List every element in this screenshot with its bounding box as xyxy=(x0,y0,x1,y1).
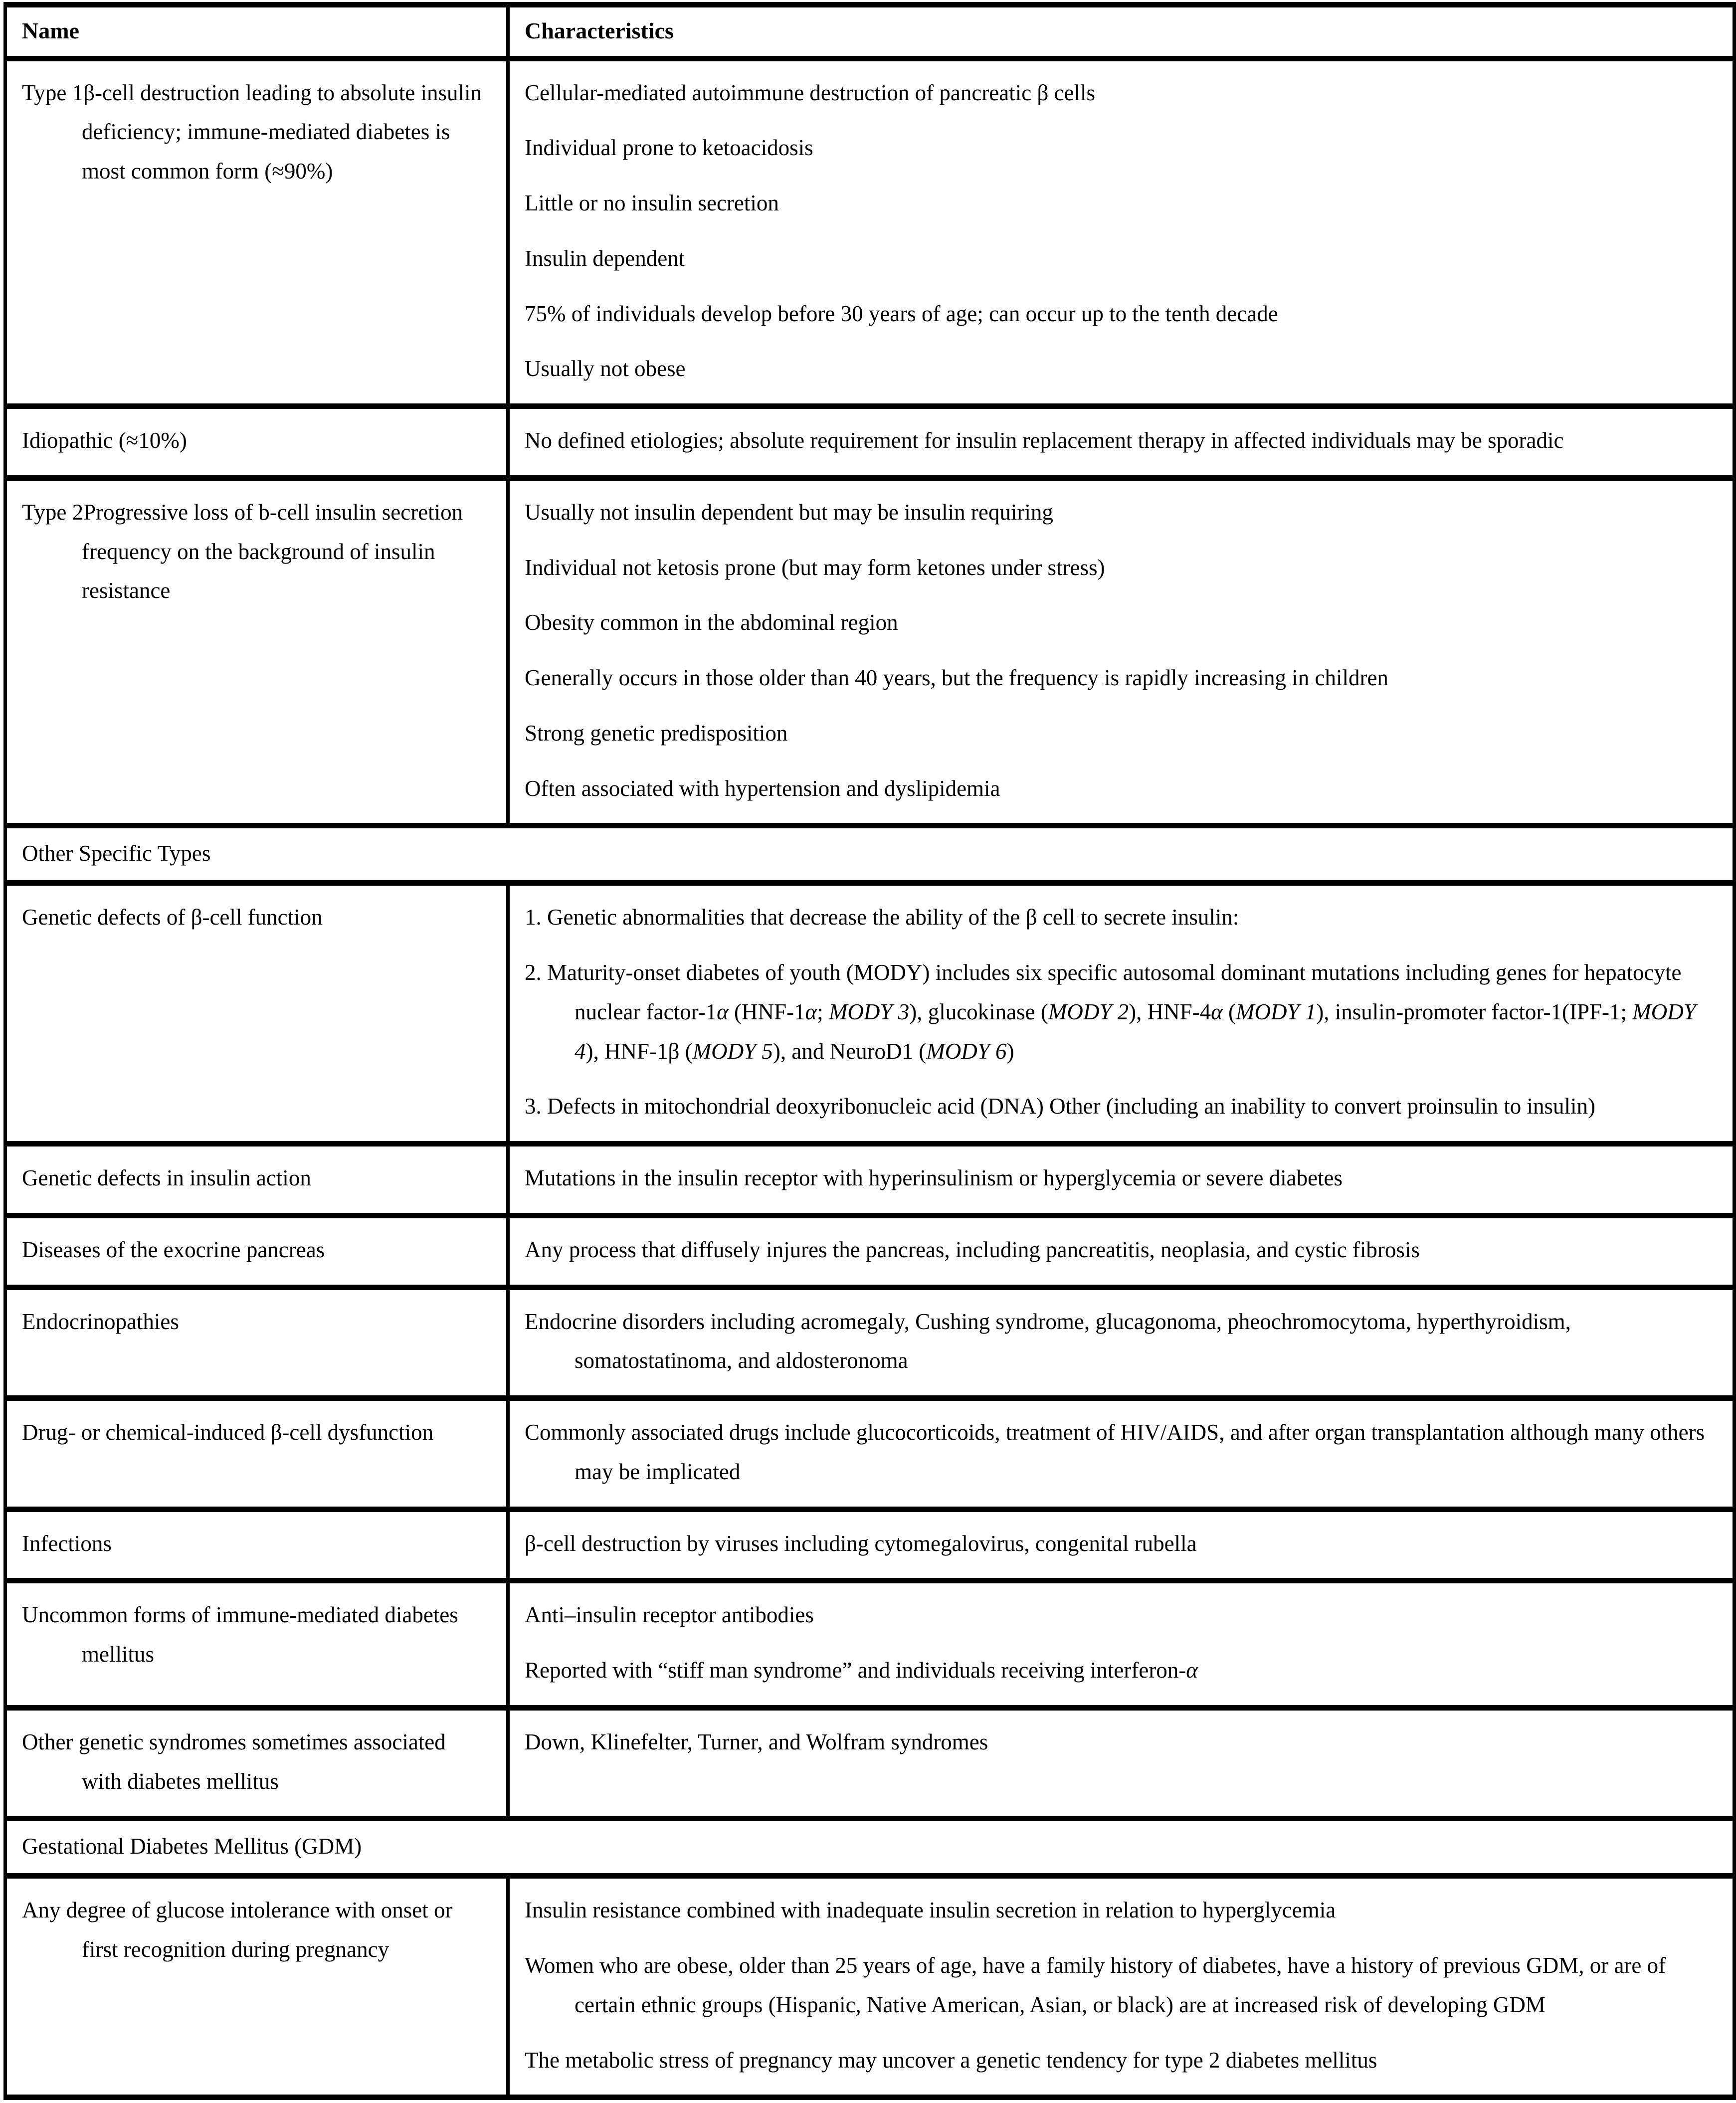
characteristic-paragraph: Obesity common in the abdominal region xyxy=(525,610,898,635)
row-name: Genetic defects in insulin action xyxy=(22,1165,311,1191)
characteristic-paragraph: Anti–insulin receptor antibodies xyxy=(525,1602,814,1628)
row-name: Type 1β-cell destruction leading to absolute insulin deficiency; immune-mediated diabetes is most common form (≈90%) xyxy=(22,80,482,184)
row-name: Genetic defects of β-cell function xyxy=(22,905,323,930)
characteristic-paragraph: Mutations in the insulin receptor with hyperinsulinism or hyperglycemia or severe diabetes xyxy=(525,1165,1343,1191)
row-name: Diseases of the exocrine pancreas xyxy=(22,1237,325,1262)
table-row-infections xyxy=(5,1509,1735,1581)
characteristic-paragraph: β-cell destruction by viruses including cytomegalovirus, congenital rubella xyxy=(525,1530,1197,1556)
characteristics-cell xyxy=(508,1144,1735,1216)
table-row-gdm-detail xyxy=(5,1876,1735,2098)
characteristic-paragraph: Often associated with hypertension and dyslipidemia xyxy=(525,775,1000,801)
section-label: Other Specific Types xyxy=(5,826,1735,883)
row-name: Any degree of glucose intolerance with onset or first recognition during pregnancy xyxy=(22,1898,453,1962)
characteristics-cell xyxy=(508,1509,1735,1581)
characteristics-cell xyxy=(508,1398,1735,1510)
characteristic-paragraph: Down, Klinefelter, Turner, and Wolfram syndromes xyxy=(525,1729,988,1754)
characteristic-paragraph: Generally occurs in those older than 40 years, but the frequency is rapidly increasing in children xyxy=(525,665,1388,691)
characteristic-paragraph: Usually not insulin dependent but may be insulin requiring xyxy=(525,499,1053,525)
characteristics-cell xyxy=(508,1876,1735,2098)
table-row-uncommon-immune xyxy=(5,1581,1735,1708)
characteristic-paragraph: 3. Defects in mitochondrial deoxyribonucleic acid (DNA) Other (including an inability to convert proinsulin to insulin) xyxy=(525,1094,1595,1119)
name-cell xyxy=(5,1287,508,1398)
row-name: Idiopathic (≈10%) xyxy=(22,428,187,453)
row-name: Endocrinopathies xyxy=(22,1309,179,1334)
name-cell xyxy=(5,58,508,406)
characteristic-paragraph: Any process that diffusely injures the pancreas, including pancreatitis, neoplasia, and cystic fibrosis xyxy=(525,1237,1420,1262)
column-header-characteristics: Characteristics xyxy=(508,5,1735,59)
characteristic-paragraph: No defined etiologies; absolute requirement for insulin replacement therapy in affected individuals may be sporadic xyxy=(525,428,1564,453)
row-name: Infections xyxy=(22,1530,112,1556)
diabetes-classification-table xyxy=(3,2,1736,2100)
table-row-drug-induced xyxy=(5,1398,1735,1510)
characteristic-paragraph: Commonly associated drugs include glucocorticoids, treatment of HIV/AIDS, and after organ transplantation although many others may be implicated xyxy=(525,1420,1705,1484)
name-cell xyxy=(5,1708,508,1819)
table-row-exocrine-pancreas xyxy=(5,1215,1735,1287)
name-cell xyxy=(5,1144,508,1216)
header-row xyxy=(5,5,1735,59)
characteristic-paragraph: 2. Maturity-onset diabetes of youth (MODY) includes six specific autosomal dominant mutations including genes for hepatocyte nuclear factor-1α (HNF-1α; MODY 3), glucokinase (MODY 2), HNF-4α (MODY 1), insulin-promoter factor-1(IPF-1; MODY 4), HNF-1β (MODY 5), and NeuroD1 (MODY 6) xyxy=(525,960,1696,1064)
characteristics-cell xyxy=(508,478,1735,826)
characteristics-cell xyxy=(508,1708,1735,1819)
characteristics-cell xyxy=(508,883,1735,1144)
characteristic-paragraph: Little or no insulin secretion xyxy=(525,191,779,216)
characteristic-paragraph: 1. Genetic abnormalities that decrease the ability of the β cell to secrete insulin: xyxy=(525,905,1239,930)
table-row-genetic-insulin-action xyxy=(5,1144,1735,1216)
table-row-genetic-beta-cell xyxy=(5,883,1735,1144)
characteristic-paragraph: Insulin dependent xyxy=(525,245,685,271)
name-cell xyxy=(5,1509,508,1581)
characteristic-paragraph: Usually not obese xyxy=(525,356,686,382)
characteristic-paragraph: Reported with “stiff man syndrome” and individuals receiving interferon-α xyxy=(525,1658,1198,1683)
table-row-type2 xyxy=(5,478,1735,826)
characteristics-cell xyxy=(508,1287,1735,1398)
row-name: Other genetic syndromes sometimes associated with diabetes mellitus xyxy=(22,1729,446,1794)
table-row-idiopathic xyxy=(5,406,1735,478)
characteristic-paragraph: Women who are obese, older than 25 years of age, have a family history of diabetes, have a history of previous GDM, or are of certain ethnic groups (Hispanic, Native American, Asian, or black) are at increased risk of developing GDM xyxy=(525,1953,1666,2017)
characteristic-paragraph: Insulin resistance combined with inadequate insulin secretion in relation to hyperglycemia xyxy=(525,1898,1336,1923)
characteristic-paragraph: Strong genetic predisposition xyxy=(525,720,788,746)
name-cell xyxy=(5,478,508,826)
table-row-type1 xyxy=(5,58,1735,406)
characteristics-cell xyxy=(508,58,1735,406)
name-cell xyxy=(5,1215,508,1287)
row-name: Type 2Progressive loss of b-cell insulin secretion frequency on the background of insulin resistance xyxy=(22,499,463,603)
table-row-other-genetic-syndromes xyxy=(5,1708,1735,1819)
name-cell xyxy=(5,1581,508,1708)
section-label: Gestational Diabetes Mellitus (GDM) xyxy=(5,1819,1735,1876)
characteristics-cell xyxy=(508,1581,1735,1708)
row-name: Uncommon forms of immune-mediated diabetes mellitus xyxy=(22,1602,458,1667)
name-cell xyxy=(5,1398,508,1510)
section-row-other-specific-types xyxy=(5,826,1735,883)
table-row-endocrinopathies xyxy=(5,1287,1735,1398)
characteristic-paragraph: The metabolic stress of pregnancy may uncover a genetic tendency for type 2 diabetes mellitus xyxy=(525,2047,1377,2073)
characteristic-paragraph: Individual not ketosis prone (but may form ketones under stress) xyxy=(525,555,1105,580)
characteristic-paragraph: 75% of individuals develop before 30 years of age; can occur up to the tenth decade xyxy=(525,301,1278,326)
section-row-gdm xyxy=(5,1819,1735,1876)
name-cell xyxy=(5,883,508,1144)
row-name: Drug- or chemical-induced β-cell dysfunction xyxy=(22,1420,434,1445)
characteristic-paragraph: Individual prone to ketoacidosis xyxy=(525,135,813,161)
characteristic-paragraph: Endocrine disorders including acromegaly, Cushing syndrome, glucagonoma, pheochromocytoma, hyperthyroidism, somatostatinoma, and aldosteronoma xyxy=(525,1309,1571,1373)
characteristic-paragraph: Cellular-mediated autoimmune destruction of pancreatic β cells xyxy=(525,80,1096,105)
characteristics-cell xyxy=(508,1215,1735,1287)
name-cell xyxy=(5,406,508,478)
characteristics-cell xyxy=(508,406,1735,478)
column-header-name: Name xyxy=(5,5,508,59)
name-cell xyxy=(5,1876,508,2098)
